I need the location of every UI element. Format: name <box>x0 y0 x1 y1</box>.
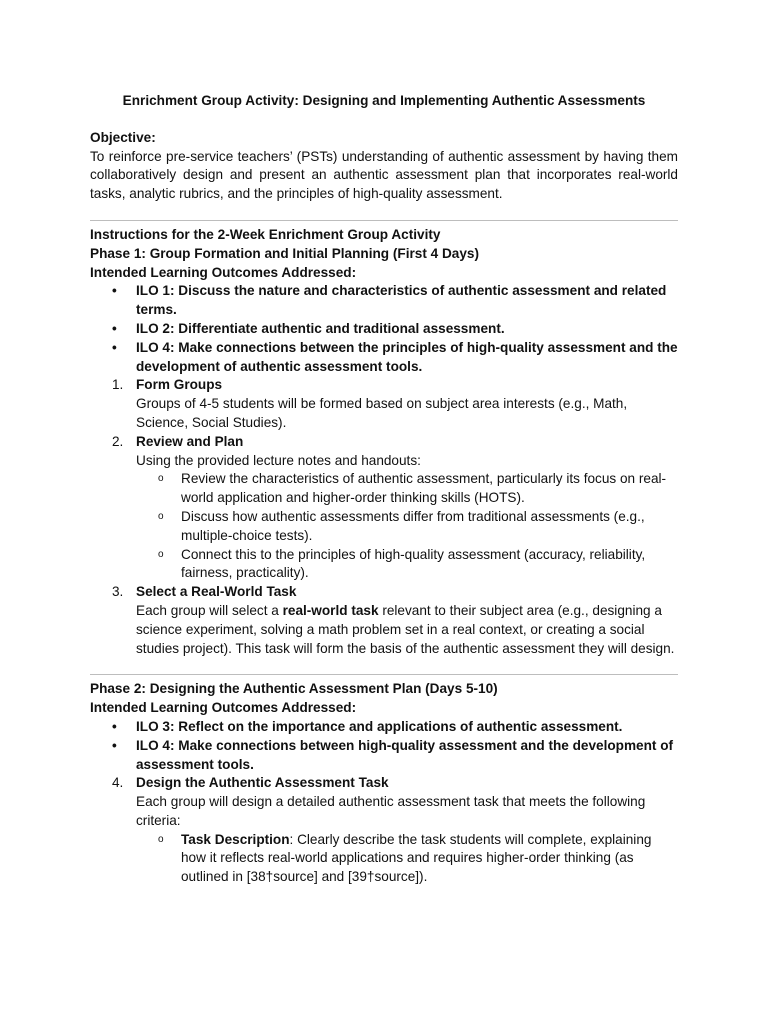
step-text: Groups of 4-5 students will be formed based on subject area interests (e.g., Math, Science, Social Studies). <box>136 396 628 430</box>
sub-item-text: Review the characteristics of authentic assessment, particularly its focus on real-world application and higher-order thinking skills (HOTS). <box>181 471 667 506</box>
document-body <box>90 92 678 887</box>
ilo-item <box>90 718 678 737</box>
step-heading: Select a Real-World Task <box>136 584 297 600</box>
step-text-part: relevant to their subject area (e.g., designing a science experiment, solving a math problem set in a real context, or creating a social studies project). This task will form the basis of the authentic assessment they will design. <box>136 602 675 656</box>
ilo-text: ILO 4: Make connections between high-quality assessment and the development of assessment tools. <box>136 737 674 772</box>
circle-bullet-icon: o <box>158 548 164 560</box>
bullet-icon: • <box>112 339 117 355</box>
sub-item <box>90 546 678 584</box>
step-text: Using the provided lecture notes and handouts: <box>136 452 421 468</box>
sub-item <box>90 508 678 546</box>
step-text: Each group will design a detailed authentic assessment task that meets the following criteria: <box>136 794 646 828</box>
review-sublist <box>136 470 678 583</box>
sub-item-label: Task Description <box>181 831 290 847</box>
ilo-text: ILO 1: Discuss the nature and characteristics of authentic assessment and related terms. <box>136 283 667 318</box>
step-text-part: Each group will select a <box>136 602 283 618</box>
step-number: 1. <box>112 377 124 393</box>
ilo-text: ILO 2: Differentiate authentic and traditional assessment. <box>136 320 505 336</box>
step-review-and-plan <box>90 433 678 583</box>
phase1-heading: Phase 1: Group Formation and Initial Planning (First 4 Days) <box>90 245 479 261</box>
circle-bullet-icon: o <box>158 510 164 522</box>
document-title: Enrichment Group Activity: Designing and Implementing Authentic Assessments <box>122 93 646 108</box>
ilo-item <box>90 282 678 320</box>
step-text-emphasis: real-world task <box>282 602 379 618</box>
step-heading: Review and Plan <box>136 433 244 449</box>
sub-item-text: : Clearly describe the task students will complete, explaining how it reflects real-world applications and requires higher-order thinking (as outlined in [38†source] and [39†source]). <box>181 831 652 885</box>
step-heading: Design the Authentic Assessment Task <box>136 775 389 791</box>
sub-item-text: Discuss how authentic assessments differ from traditional assessments (e.g., multiple-choice tests). <box>181 508 645 543</box>
phase1-ilo-list <box>90 282 678 376</box>
instructions-heading: Instructions for the 2-Week Enrichment Group Activity <box>90 226 441 242</box>
ilo-item <box>90 737 678 775</box>
ilo-item <box>90 320 678 339</box>
bullet-icon: • <box>112 737 117 753</box>
step-number: 4. <box>112 775 124 791</box>
sub-item <box>90 470 678 508</box>
objective-text: To reinforce pre-service teachers’ (PSTs) understanding of authentic assessment by having them collaboratively design and present an authentic assessment plan that incorporates real-world tasks, analytic rubrics, and the principles of high-quality assessment. <box>90 148 678 202</box>
step-text <box>136 602 678 658</box>
sub-item-text: Connect this to the principles of high-quality assessment (accuracy, reliability, fairness, practicality). <box>181 546 646 581</box>
phase2-ilo-heading: Intended Learning Outcomes Addressed: <box>90 700 357 716</box>
objective-heading: Objective: <box>90 129 156 145</box>
bullet-icon: • <box>112 320 117 336</box>
bullet-icon: • <box>112 718 117 734</box>
section-divider <box>90 674 678 675</box>
design-sublist <box>136 831 678 887</box>
bullet-icon: • <box>112 283 117 299</box>
circle-bullet-icon: o <box>158 833 164 845</box>
phase2-ilo-list <box>90 718 678 774</box>
circle-bullet-icon: o <box>158 473 164 485</box>
sub-item <box>90 831 678 887</box>
ilo-text: ILO 4: Make connections between the principles of high-quality assessment and the development of authentic assessment tools. <box>136 339 678 374</box>
step-number: 2. <box>112 433 124 449</box>
step-form-groups <box>90 376 678 432</box>
ilo-item <box>90 339 678 377</box>
section-divider <box>90 220 678 221</box>
step-design-task <box>90 774 678 887</box>
step-heading: Form Groups <box>136 377 223 393</box>
ilo-text: ILO 3: Reflect on the importance and applications of authentic assessment. <box>136 718 623 734</box>
step-number: 3. <box>112 584 124 600</box>
phase1-ilo-heading: Intended Learning Outcomes Addressed: <box>90 264 357 280</box>
step-select-task <box>90 583 678 658</box>
phase2-heading: Phase 2: Designing the Authentic Assessment Plan (Days 5-10) <box>90 681 498 697</box>
